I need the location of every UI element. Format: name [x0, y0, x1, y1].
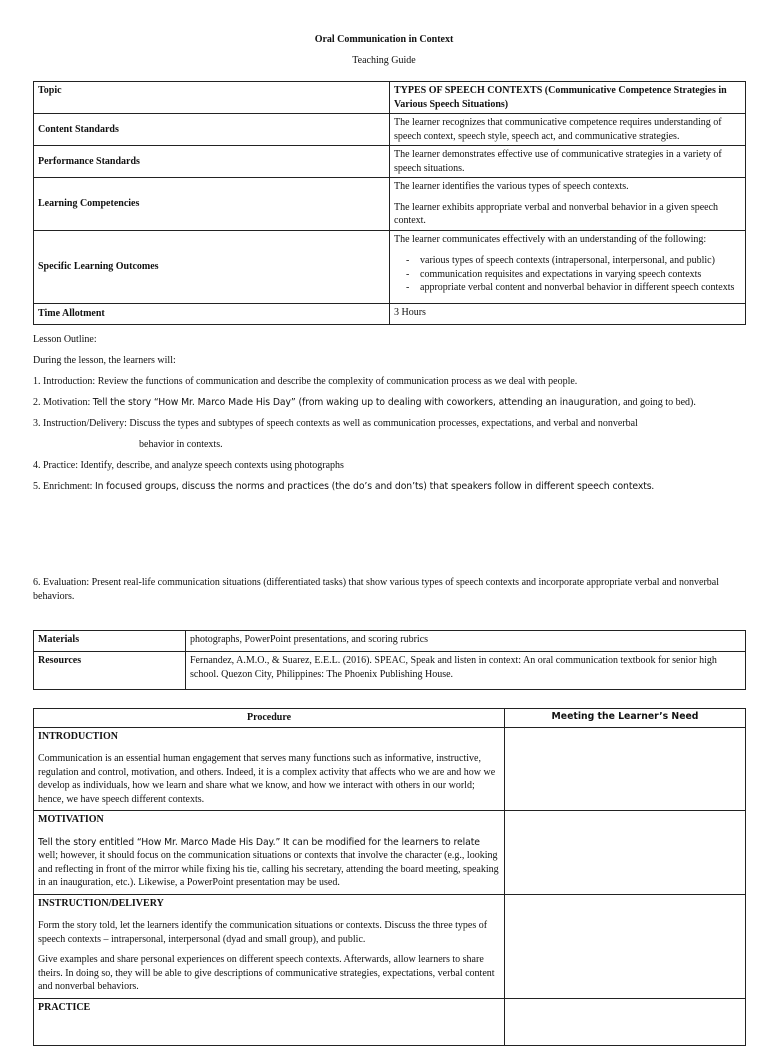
instruction-section [34, 894, 505, 998]
learning-outcomes-label: Specific Learning Outcomes [34, 230, 390, 303]
table-row [34, 998, 746, 1045]
table-row [34, 82, 746, 114]
section-text: Communication is an essential human engagement that serves many functions such as informative, instructive, regulation and control, motivation, and others. Indeed, it is a complex activity that affects who we are and how we develop as individuals, how we learn and share what we know, and how we interact with others in our world; hence, we have speech different contexts. [38, 753, 496, 805]
section-text [38, 836, 500, 890]
table-header-row [34, 709, 746, 728]
document-subtitle: Teaching Guide [352, 55, 416, 66]
outline-prefix: 2. Motivation: [33, 397, 93, 408]
learning-competencies-value [390, 178, 746, 231]
introduction-section [34, 727, 505, 811]
table-row [34, 727, 746, 811]
outcomes-list [394, 254, 741, 295]
list-item: - appropriate verbal content and nonverbal behavior in different speech contexts [406, 281, 741, 295]
materials-label: Materials [34, 631, 186, 652]
section-text: Give examples and share personal experiences on different speech contexts. Afterwards, allow learners to share theirs. In doing so, they will be able to give descriptions of communicative strategies, expectations, verbal content and nonverbal behaviors. [38, 954, 495, 993]
table-row [34, 178, 746, 231]
learner-need-cell [505, 894, 746, 998]
table-row [34, 631, 746, 652]
handwritten-text: Tell the story entitled “How Mr. Marco Made His Day.” It can be modified for the learners to relate [38, 836, 480, 848]
time-allotment-label: Time Allotment [34, 303, 390, 324]
table-row [34, 230, 746, 303]
learning-outcomes-value [390, 230, 746, 303]
time-allotment-value: 3 Hours [390, 303, 746, 324]
topic-value: TYPES OF SPEECH CONTEXTS (Communicative Competence Strategies in Various Speech Situations) [390, 82, 746, 114]
resources-value: Fernandez, A.M.O., & Suarez, E.E.L. (2016). SPEAC, Speak and listen in context: An oral communication textbook for senior high school. Quezon City, Philippines: The Phoenix Publishing House. [186, 652, 746, 690]
outline-item-enrichment [33, 480, 745, 494]
table-row [34, 652, 746, 690]
learner-need-cell [505, 811, 746, 895]
table-row [34, 894, 746, 998]
outline-handwritten-text: In focused groups, discuss the norms and practices (the do’s and don’ts) that speakers follow in different speech contexts [94, 481, 652, 492]
section-title: MOTIVATION [38, 814, 104, 825]
competency-item: The learner identifies the various types of speech contexts. [394, 181, 629, 192]
learner-need-cell [505, 998, 746, 1045]
materials-table [33, 630, 746, 690]
motivation-section [34, 811, 505, 895]
learner-need-cell [505, 727, 746, 811]
table-row [34, 811, 746, 895]
outline-item-instruction: 3. Instruction/Delivery: Discuss the types and subtypes of speech contexts as well as communication processes, expectations, and verbal and nonverbal [33, 418, 638, 429]
section-title: INSTRUCTION/DELIVERY [38, 897, 164, 909]
outcomes-intro: The learner communicates effectively with an understanding of the following: [394, 233, 707, 245]
table-row [34, 303, 746, 324]
resources-label: Resources [34, 652, 186, 690]
materials-value: photographs, PowerPoint presentations, and scoring rubrics [186, 631, 746, 652]
lesson-outline-heading: Lesson Outline: [33, 334, 97, 345]
competency-item: The learner exhibits appropriate verbal and nonverbal behavior in a given speech context. [394, 201, 719, 226]
list-item: - various types of speech contexts (intrapersonal, interpersonal, and public) [406, 254, 741, 268]
practice-section [34, 998, 505, 1045]
outline-handwritten-text: Tell the story “How Mr. Marco Made His Day” (from waking up to dealing with coworkers, attending an inauguration, [92, 397, 621, 408]
section-title: PRACTICE [38, 1001, 91, 1013]
outline-suffix: . [651, 481, 655, 492]
lesson-outline-intro: During the lesson, the learners will: [33, 355, 176, 366]
outline-item-motivation [33, 396, 745, 410]
performance-standards-label: Performance Standards [34, 146, 390, 178]
outline-item-practice: 4. Practice: Identify, describe, and analyze speech contexts using photographs [33, 460, 344, 471]
topic-label: Topic [34, 82, 390, 114]
document-title: Oral Communication in Context [314, 34, 454, 45]
performance-standards-value: The learner demonstrates effective use of communicative strategies in a variety of speech situations. [390, 146, 746, 178]
learner-need-column-header: Meeting the Learner’s Need [505, 709, 746, 728]
procedure-table [33, 708, 746, 1046]
content-standards-label: Content Standards [34, 114, 390, 146]
content-standards-value: The learner recognizes that communicative competence requires understanding of speech context, speech style, speech act, and communicative strategies. [390, 114, 746, 146]
outline-item-introduction: 1. Introduction: Review the functions of communication and describe the complexity of communication process as we deal with people. [33, 376, 578, 387]
outline-suffix: and going to bed). [620, 397, 696, 408]
outline-item-instruction-cont: behavior in contexts. [139, 439, 223, 450]
list-item: - communication requisites and expectations in varying speech contexts [406, 268, 741, 282]
learning-competencies-label: Learning Competencies [34, 178, 390, 231]
section-text-continued: well; however, it should focus on the communication situations or contexts that involve the character (e.g., looking and reflecting in front of the mirror while fixing his tie, calling his secretary, attending the board meeting, speaking in an inauguration, etc.). Likewise, a PowerPoint presentation may be used. [38, 850, 499, 889]
lesson-info-table [33, 81, 746, 325]
procedure-column-header: Procedure [34, 709, 505, 728]
section-text: Form the story told, let the learners identify the communication situations or contexts. Discuss the three types of speech contexts – intrapersonal, interpersonal (dyad and small group), and public. [38, 920, 488, 945]
table-row [34, 146, 746, 178]
outline-prefix: 5. Enrichment: [33, 481, 95, 492]
outline-item-evaluation: 6. Evaluation: Present real-life communication situations (differentiated tasks) that show various types of speech contexts and incorporate appropriate verbal and nonverbal behaviors. [33, 577, 719, 602]
table-row [34, 114, 746, 146]
section-title: INTRODUCTION [38, 730, 119, 742]
